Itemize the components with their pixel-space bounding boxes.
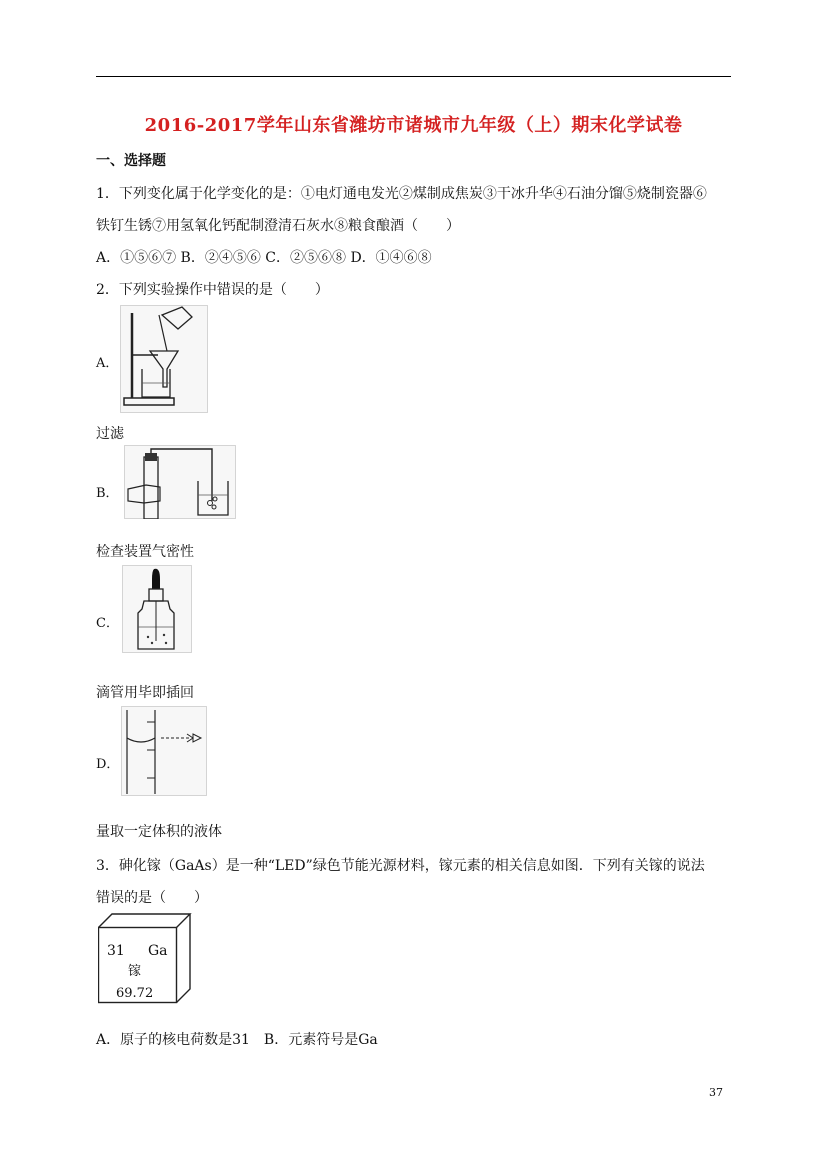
q2-option-d-caption: 量取一定体积的液体 xyxy=(96,824,222,840)
q2-option-c-label: C． xyxy=(96,616,119,631)
element-card xyxy=(98,913,192,1005)
element-symbol: Ga xyxy=(148,943,168,959)
airtightness-check-figure xyxy=(124,445,236,519)
graduated-cylinder-figure xyxy=(121,706,207,796)
q2-option-b-caption: 检查装置气密性 xyxy=(96,544,194,560)
q2-option-a-label: A． xyxy=(96,356,119,371)
q2-option-c-caption: 滴管用毕即插回 xyxy=(96,685,194,701)
element-name: 镓 xyxy=(128,964,142,979)
q3-stem-line2: 错误的是（ ） xyxy=(96,890,208,906)
q3-stem-line1: 3．砷化镓（GaAs）是一种“LED”绿色节能光源材料，镓元素的相关信息如图．下列有关镓的说法 xyxy=(96,858,705,874)
page-number: 37 xyxy=(709,1086,723,1099)
q2-stem: 2．下列实验操作中错误的是（ ） xyxy=(96,282,329,298)
section-heading: 一、选择题 xyxy=(96,153,166,169)
q1-stem-line2: 铁钉生锈⑦用氢氧化钙配制澄清石灰水⑧粮食酿酒（ ） xyxy=(96,218,460,234)
dropper-bottle-figure xyxy=(122,565,192,653)
q1-options: A．①⑤⑥⑦ B．②④⑤⑥ C．②⑤⑥⑧ D．①④⑥⑧ xyxy=(96,250,432,266)
q2-option-b-label: B． xyxy=(96,486,119,501)
atomic-number: 31 xyxy=(107,943,125,959)
filtration-figure xyxy=(120,305,208,413)
q3-options: A．原子的核电荷数是31 B．元素符号是Ga xyxy=(96,1032,378,1048)
atomic-mass: 69.72 xyxy=(116,986,154,1001)
q2-option-d-label: D． xyxy=(96,757,120,772)
page-title: 2016-2017学年山东省潍坊市诸城市九年级（上）期末化学试卷 xyxy=(144,115,683,136)
q2-option-a-caption: 过滤 xyxy=(96,426,124,442)
header-rule xyxy=(96,76,731,77)
q1-stem-line1: 1．下列变化属于化学变化的是：①电灯通电发光②煤制成焦炭③干冰升华④石油分馏⑤烧制瓷器⑥ xyxy=(96,186,707,202)
